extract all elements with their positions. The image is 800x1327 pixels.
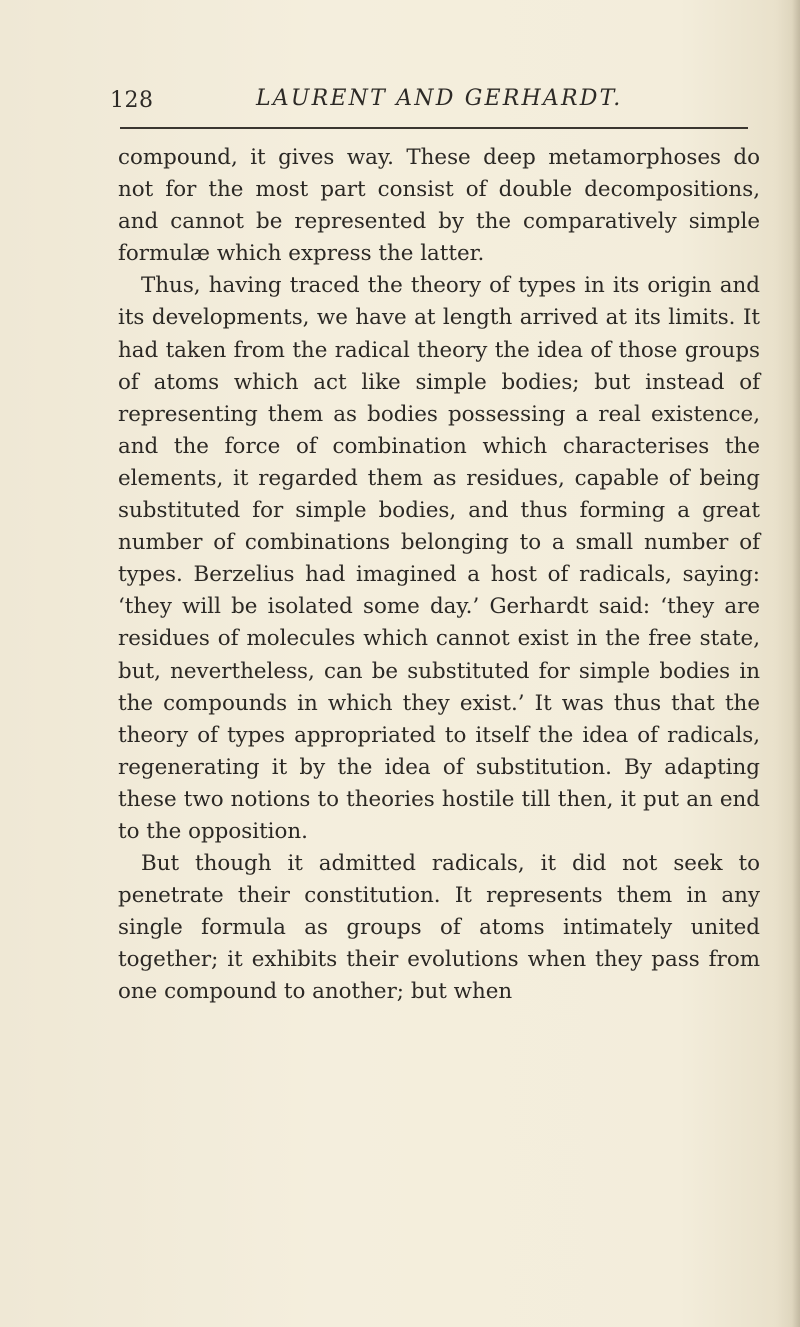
paragraph-2: Thus, having traced the theory of types in its origin and its developments, we have at length arrived at its limits. It had taken from the radical theory the idea of those groups of atoms which act like simple bodies; but instead of representing them as bodies possessing a real existence, and the force of combination which characterises the elements, it regarded them as residues, capable of being substituted for simple bodies, and thus forming a great number of combinations belonging to a small number of types. Berzelius had imagined a host of radicals, saying: ‘they will be isolated some day.’ Gerhardt said: ‘they are residues of molecules which cannot exist in the free state, but, nevertheless, can be substituted for simple bodies in the compounds in which they exist.’ It was thus that the theory of types appropriated to itself the idea of radicals, regenerating it by the idea of substitution. By adapting these two notions to theories hostile till then, it put an end to the opposition.	[118, 273, 760, 844]
page-edge-shadow	[792, 0, 800, 1327]
paragraph-3: But though it admitted radicals, it did not seek to penetrate their constitution. It represents them in any single formula as groups of atoms intimately united together; it exhibits their evolutions when they pass from one compound to another; but when	[118, 851, 760, 1005]
page-header	[96, 78, 726, 118]
paragraph-1: compound, it gives way. These deep metamorphoses do not for the most part consist of double decompositions, and cannot be represented by the comparatively simple formulæ which express the latter.	[118, 145, 760, 267]
header-rule	[120, 127, 748, 129]
body-text	[118, 142, 760, 1009]
running-head: LAURENT AND GERHARDT.	[256, 86, 623, 111]
page-number: 128	[110, 88, 154, 113]
